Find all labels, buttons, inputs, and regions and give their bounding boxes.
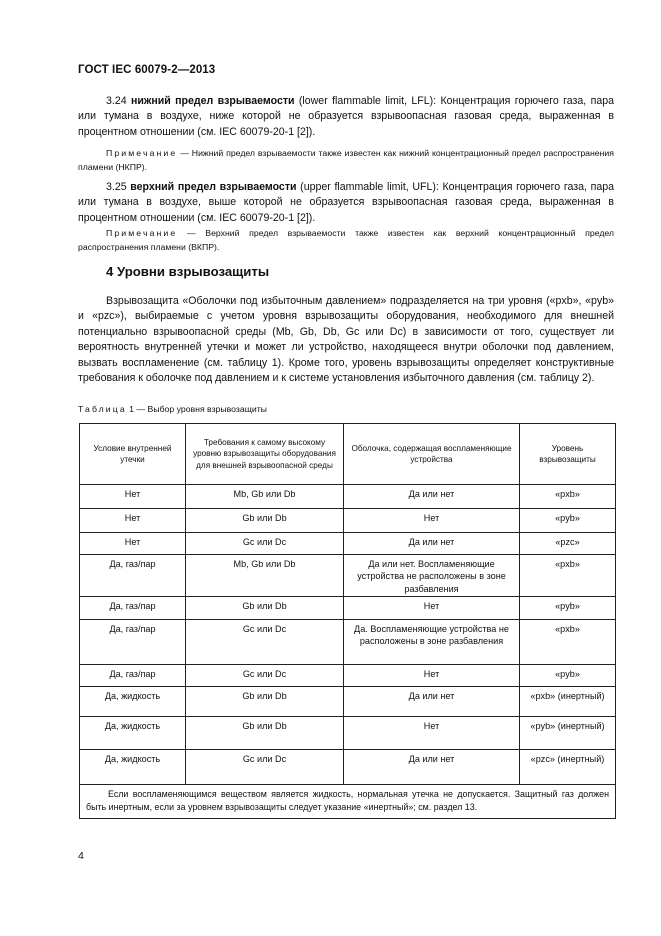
definition-3-25 [78,180,614,226]
table-row [80,485,616,509]
table-cell: Gb или Db [186,597,344,620]
table-cell: Gc или Dc [186,620,344,665]
table-row [80,533,616,555]
table-row [80,750,616,785]
note-label: Примечание [106,148,178,158]
definition-text: (upper flammable limit, UFL): Концентрация горючего газа, пара или тумана в воздухе, выше которой не образуется взрывоопасная газовая среда, выраженная в процентном отношении (см. IEC 60079-20-1 [2]). [78,181,614,224]
table-footnote: Если воспламеняющимся веществом является жидкость, нормальная утечка не допускается. Защитный газ должен быть инертным, если за уровнем взрывозащиты следует указание «инертный»; см. раздел 13. [80,785,616,819]
note-3-24 [78,147,614,174]
table-cell: «pxb» [520,620,616,665]
definition-term: верхний предел взрываемости [130,181,297,193]
table-cell: Нет [80,533,186,555]
table-cell: Да. Воспламеняющие устройства не расположены в зоне разбавления [344,620,520,665]
table-cell: Да, жидкость [80,687,186,717]
table-cell: Mb, Gb или Db [186,485,344,509]
table-row [80,555,616,597]
body-paragraph: Взрывозащита «Оболочки под избыточным давлением» подразделяется на три уровня («pxb», «pyb» и «pzc»), выбираемые с учетом уровня взрывозащиты оборудования, необходимого для внешней потенциально взрывоопасной среды (Mb, Gb, Db, Gc или Dc) в зависимости от того, существует ли вероятность внутренней утечки и может ли устройство, находящееся внутри оболочки под давлением, вызвать воспламенение (см. таблицу 1). Кроме того, уровень взрывозащиты определяет конструктивные требования к оболочке под давлением и к системе установления избыточного давления (см. таблицу 2). [78,295,614,385]
table-cell: Gc или Dc [186,665,344,687]
protection-level-table [79,423,616,819]
table-header-cell: Уровень взрывозащиты [520,424,616,485]
table-cell: Да или нет [344,750,520,785]
table-cell: Gb или Db [186,509,344,533]
note-text: — Нижний предел взрываемости также известен как нижний концентрационный предел распространения пламени (НКПР). [78,148,614,172]
table-cell: Gb или Db [186,717,344,750]
definition-number: 3.24 [106,95,127,107]
definition-term: нижний предел взрываемости [130,95,295,107]
section-heading: 4 Уровни взрывозащиты [106,264,270,279]
table-cell: Да, газ/пар [80,555,186,597]
table-cell: Нет [344,665,520,687]
definition-number: 3.25 [106,181,127,193]
table-cell: «pxb» [520,485,616,509]
page-number: 4 [78,850,84,862]
table-cell: «pzc» (инертный) [520,750,616,785]
table-cell: Да, газ/пар [80,620,186,665]
table-row [80,597,616,620]
table-cell: Да, газ/пар [80,597,186,620]
table-caption-text: 1 — Выбор уровня взрывозащиты [126,404,267,414]
table-cell: «pyb» [520,509,616,533]
table-caption [78,404,267,414]
definition-text: (lower flammable limit, LFL): Концентрация горючего газа, пара или тумана в воздухе, ниже которой не образуется взрывоопасная газовая среда, выраженная в процентном отношении (см. IEC 60079-20-1 [2]). [78,95,614,138]
note-3-25 [78,227,614,254]
table-header-row [80,424,616,485]
table-cell: Нет [344,597,520,620]
note-text: — Верхний предел взрываемости также известен как верхний концентрационный предел распространения пламени (ВКПР). [78,228,614,252]
table-cell: Gc или Dc [186,533,344,555]
table-cell: Да, жидкость [80,750,186,785]
table-row [80,665,616,687]
table-cell: «pyb» [520,597,616,620]
table-cell: Да или нет [344,687,520,717]
table-cell: Нет [344,509,520,533]
table-cell: «pzc» [520,533,616,555]
table-row [80,620,616,665]
table-cell: Gc или Dc [186,750,344,785]
table-cell: «pyb» (инертный) [520,717,616,750]
table-row [80,687,616,717]
table-caption-label: Таблица [78,404,127,414]
table-cell: Да или нет [344,533,520,555]
table-cell: «pxb» (инертный) [520,687,616,717]
definition-3-24 [78,94,614,140]
table-cell: Да, жидкость [80,717,186,750]
table-cell: Нет [344,717,520,750]
table-row [80,717,616,750]
table-cell: Gb или Db [186,687,344,717]
table-cell: «pxb» [520,555,616,597]
table-cell: Да, газ/пар [80,665,186,687]
note-label: Примечание [106,228,178,238]
table-footnote-row [80,785,616,819]
table-header-cell: Оболочка, содержащая воспламеняющие устройства [344,424,520,485]
table-cell: Нет [80,485,186,509]
table-row [80,509,616,533]
document-header: ГОСТ IEC 60079-2—2013 [78,64,216,76]
table-cell: Да или нет [344,485,520,509]
table-cell: Да или нет. Воспламеняющие устройства не расположены в зоне разбавления [344,555,520,597]
table-cell: Mb, Gb или Db [186,555,344,597]
table-header-cell: Требования к самому высокому уровню взрывозащиты оборудования для внешней взрывоопасной среды [186,424,344,485]
table-cell: «pyb» [520,665,616,687]
table-cell: Нет [80,509,186,533]
table-header-cell: Условие внутренней утечки [80,424,186,485]
